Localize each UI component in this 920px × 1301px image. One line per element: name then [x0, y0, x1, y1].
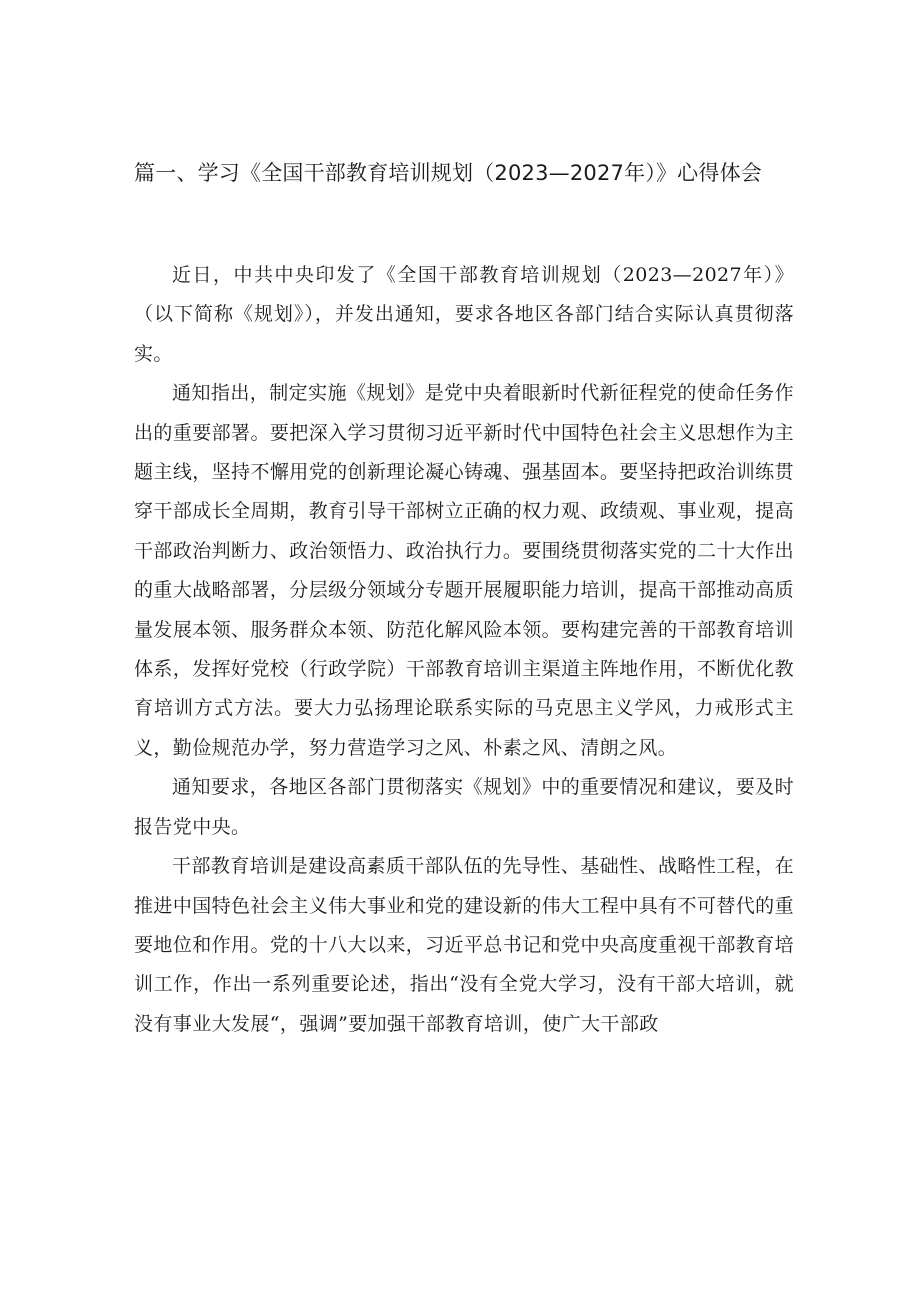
document-title: 篇一、学习《全国干部教育培训规划（2023—2027年）》心得体会: [134, 161, 762, 185]
document-body: [134, 256, 794, 1044]
paragraph: 通知要求，各地区各部门贯彻落实《规划》中的重要情况和建议，要及时报告党中央。: [134, 776, 794, 838]
paragraph: 近日，中共中央印发了《全国干部教育培训规划（2023—2027年）》（以下简称《规划》），并发出通知，要求各地区各部门结合实际认真贯彻落实。: [134, 264, 794, 365]
paragraph: 干部教育培训是建设高素质干部队伍的先导性、基础性、战略性工程，在推进中国特色社会主义伟大事业和党的建设新的伟大工程中具有不可替代的重要地位和作用。党的十八大以来，习近平总书记和党中央高度重视干部教育培训工作，作出一系列重要论述，指出“没有全党大学习，没有干部大培训，就没有事业大发展“，强调”要加强干部教育培训，使广大干部政: [134, 855, 794, 1035]
paragraph: 通知指出，制定实施《规划》是党中央着眼新时代新征程党的使命任务作出的重要部署。要把深入学习贯彻习近平新时代中国特色社会主义思想作为主题主线，坚持不懈用党的创新理论凝心铸魂、强基固本。要坚持把政治训练贯穿干部成长全周期，教育引导干部树立正确的权力观、政绩观、事业观，提高干部政治判断力、政治领悟力、政治执行力。要围绕贯彻落实党的二十大作出的重大战略部署，分层级分领域分专题开展履职能力培训，提高干部推动高质量发展本领、服务群众本领、防范化解风险本领。要构建完善的干部教育培训体系，发挥好党校（行政学院）干部教育培训主渠道主阵地作用，不断优化教育培训方式方法。要大力弘扬理论联系实际的马克思主义学风，力戒形式主义，勤俭规范办学，努力营造学习之风、朴素之风、清朗之风。: [134, 382, 794, 759]
